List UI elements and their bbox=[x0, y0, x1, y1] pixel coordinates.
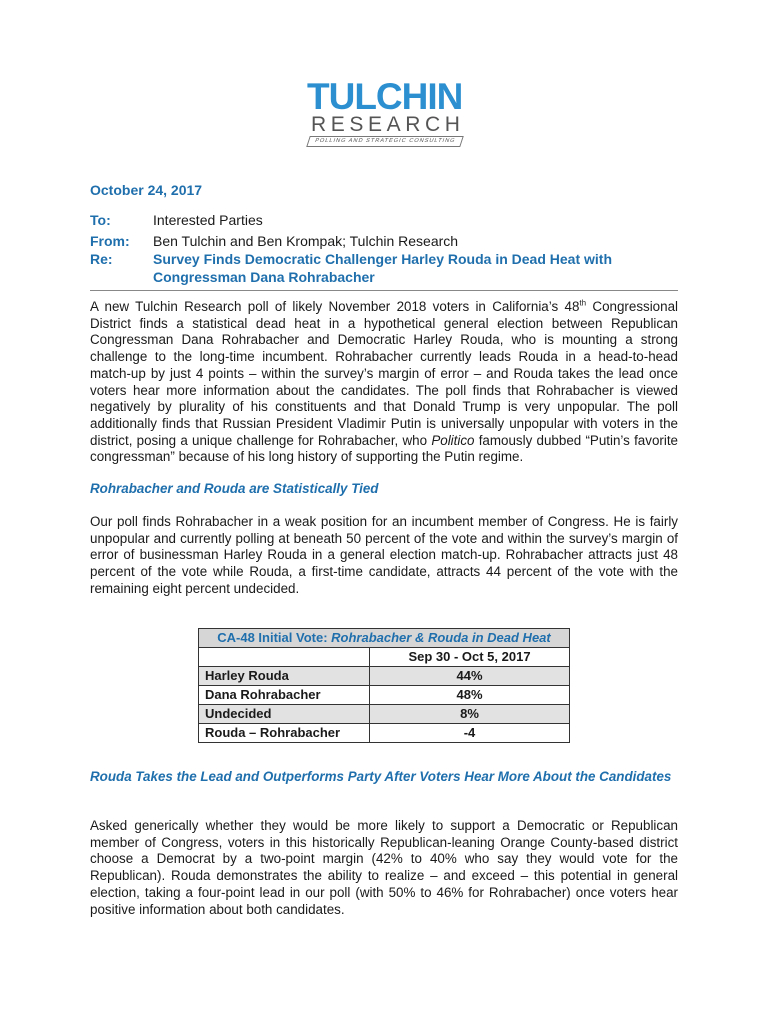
intro-text-3: famously dubbed “Putin’s favorite congressman” because of his long history of supporting the Putin regime. bbox=[90, 432, 678, 465]
memo-from-value: Ben Tulchin and Ben Krompak; Tulchin Research bbox=[153, 233, 459, 249]
table-caption-italic: Rohrabacher & Rouda in Dead Heat bbox=[331, 630, 551, 645]
memo-to-label: To: bbox=[90, 212, 111, 228]
intro-paragraph bbox=[90, 299, 678, 466]
table-row bbox=[199, 724, 570, 743]
table-row-label: Undecided bbox=[199, 705, 370, 724]
table-row bbox=[199, 667, 570, 686]
memo-subject: Survey Finds Democratic Challenger Harley Rouda in Dead Heat with Congressman Dana Rohrabacher bbox=[153, 251, 613, 285]
table-row-value: -4 bbox=[370, 724, 570, 743]
header-divider bbox=[90, 290, 678, 291]
table-row-value: 8% bbox=[370, 705, 570, 724]
memo-re-label: Re: bbox=[90, 251, 113, 267]
table-column-header: Sep 30 - Oct 5, 2017 bbox=[370, 648, 570, 667]
table-row-label: Harley Rouda bbox=[199, 667, 370, 686]
table-row bbox=[199, 705, 570, 724]
tulchin-research-logo bbox=[305, 78, 465, 148]
table-caption-plain: CA-48 Initial Vote: bbox=[217, 630, 332, 645]
intro-text-2: Congressional District finds a statistical dead heat in a hypothetical general election between Republican Congressman Dana Rohrabacher and Democratic Harley Rouda, who is mounting a strong challenge to the long-time incumbent. Rohrabacher currently leads Rouda in a head-to-head match-up by just 4 points – within the survey’s margin of error – and Rouda takes the lead once voters hear more information about the candidates. The poll finds that Rohrabacher is viewed negatively by plurality of his constituents and that Donald Trump is very unpopular. The poll additionally finds that Russian President Vladimir Putin is universally unpopular with voters in the district, posing a unique challenge for Rohrabacher, who bbox=[90, 299, 678, 448]
section2-paragraph: Asked generically whether they would be more likely to support a Democratic or Republican member of Congress, voters in this historically Republican-leaning Orange County-based district choose a Democrat by a two-point margin (42% to 40% who say they would vote for the Republican). Rouda demonstrates the ability to realize – and exceed – this potential in general election, taking a four-point lead in our poll (with 50% to 46% for Rohrabacher) once voters hear positive information about both candidates. bbox=[90, 818, 678, 917]
table-row bbox=[199, 686, 570, 705]
section2-heading: Rouda Takes the Lead and Outperforms Party After Voters Hear More About the Candidates bbox=[90, 769, 672, 784]
table-row-value: 44% bbox=[370, 667, 570, 686]
memo-to-value: Interested Parties bbox=[153, 212, 263, 228]
poll-table bbox=[198, 628, 570, 743]
table-row-label: Rouda – Rohrabacher bbox=[199, 724, 370, 743]
section1-heading: Rohrabacher and Rouda are Statistically Tied bbox=[90, 481, 379, 496]
memo-date: October 24, 2017 bbox=[90, 182, 203, 198]
intro-superscript: th bbox=[579, 298, 587, 308]
table-caption-row bbox=[199, 629, 570, 648]
table-caption bbox=[199, 629, 570, 648]
table-row-value: 48% bbox=[370, 686, 570, 705]
logo-tagline: POLLING AND STRATEGIC CONSULTING bbox=[306, 136, 464, 147]
memo-from-label: From: bbox=[90, 233, 130, 249]
table-header-row bbox=[199, 648, 570, 667]
table-row-label: Dana Rohrabacher bbox=[199, 686, 370, 705]
section1-paragraph: Our poll finds Rohrabacher in a weak position for an incumbent member of Congress. He is fairly unpopular and currently polling at beneath 50 percent of the vote and within the survey’s margin of error of businessman Harley Rouda in a general election match-up. Rohrabacher attracts just 48 percent of the vote while Rouda, a first-time candidate, attracts 44 percent of the vote with the remaining eight percent undecided. bbox=[90, 514, 678, 596]
logo-subtitle: RESEARCH bbox=[311, 113, 465, 136]
intro-text-1: A new Tulchin Research poll of likely November 2018 voters in California’s 48 bbox=[90, 299, 580, 314]
logo-wordmark: TULCHIN bbox=[307, 76, 463, 117]
intro-italic: Politico bbox=[431, 432, 475, 448]
table-header-empty bbox=[199, 648, 370, 667]
